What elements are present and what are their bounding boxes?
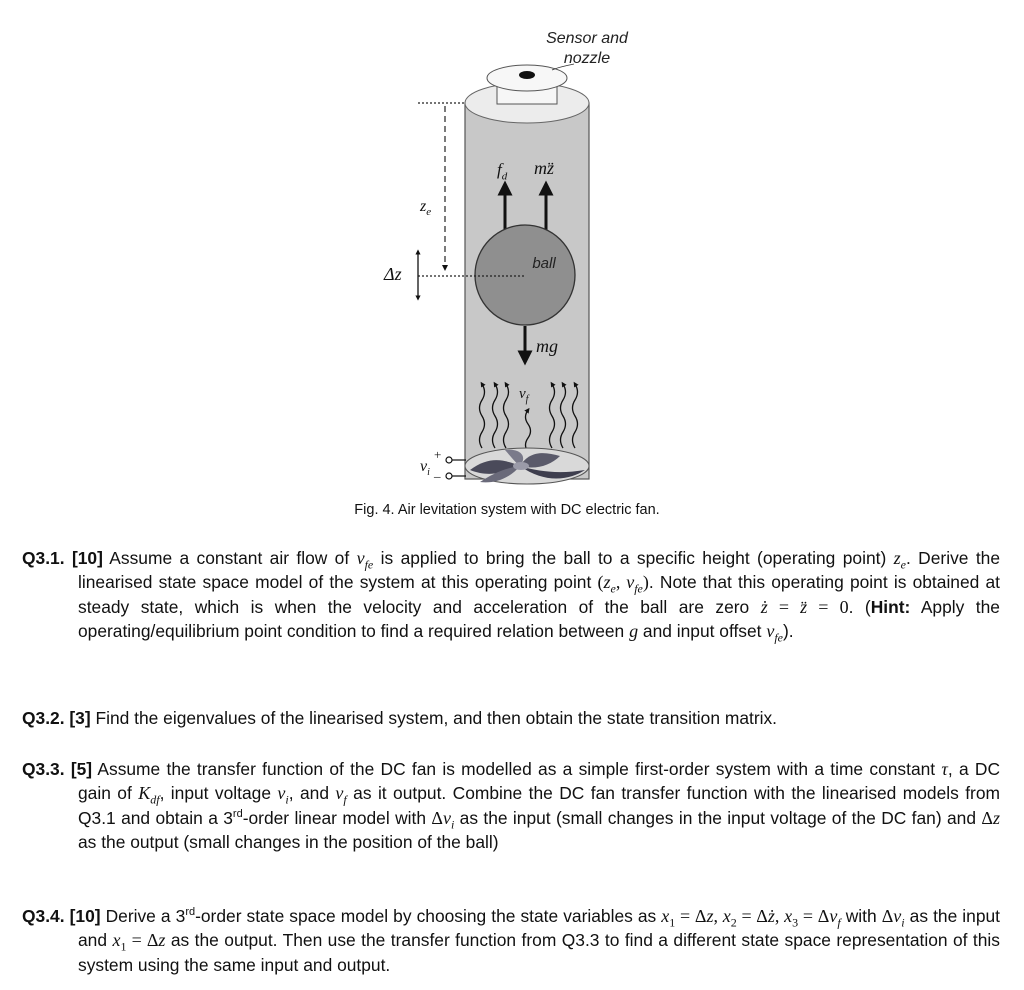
figure-caption: Fig. 4. Air levitation system with DC electric fan. — [354, 502, 660, 518]
q34-number: Q3.4. — [22, 906, 65, 926]
sensor-nozzle-label: Sensor and nozzle — [546, 30, 628, 67]
ball-label: ball — [532, 255, 556, 272]
question-3-1: Q3.1. [10] Assume a constant air flow of $v_{fe}$ is applied to bring the ball to a specific height (operating point) $z_e$. Derive the linearised state space model of the system at this operating point ($z_e$, $v_{fe}$). Note that this operating point is obtained at steady state, which is when the velocity and acceleration of the ball are zero ż = z̈ = 0. (Hint: Apply the operating/equilibrium point condition to find a required relation between g and input offset $v_{fe}$). — [22, 548, 1001, 645]
ze-label: $z_e$ — [420, 198, 432, 219]
fd-label: $f_d$ — [497, 160, 508, 183]
mg-label: mg — [536, 336, 558, 356]
plus-terminal: + — [434, 447, 442, 462]
mzdd-label: mz̈ — [534, 158, 555, 178]
nozzle-hole — [519, 71, 535, 79]
vi-label: $v_i$ — [420, 458, 430, 479]
q31-mark: [10] — [71, 548, 103, 568]
q32-mark: [3] — [69, 708, 91, 728]
ball — [475, 225, 575, 325]
q33-number: Q3.3. — [22, 759, 65, 779]
minus-terminal: _ — [434, 464, 441, 479]
q32-number: Q3.2. — [22, 708, 65, 728]
q31-number: Q3.1. — [22, 548, 65, 568]
question-3-3: Q3.3. [5] Assume the transfer function of the DC fan is modelled as a simple first-order system with a time constant τ, a DC gain of $K_{df}$, input voltage $v_i$, and $v_f$ as it output. Combine the DC fan transfer function with the linearised models from Q3.1 and obtain a 3rd-order linear model with $\Delta v_i$ as the input (small changes in the input voltage of the DC fan) and Δz as the output (small changes in the position of the ball) — [22, 759, 1001, 852]
dz-label: Δz — [384, 264, 402, 284]
question-3-2: Q3.2. [3] Find the eigenvalues of the linearised system, and then obtain the state transition matrix. — [22, 708, 778, 728]
q34-mark: [10] — [69, 906, 101, 926]
question-3-4: Q3.4. [10] Derive a 3rd-order state space model by choosing the state variables as $x_1 = \Delta z$, $x_2$ = Δż, $x_3 = \Delta v_f$ with $\Delta v_i$ as the input and $x_1 = \Delta z$ as the output. Then use the transfer function from Q3.3 to find a different state space representation of this system using the same input and output. — [22, 906, 1001, 975]
vf-label: $v_f$ — [519, 386, 529, 405]
fan-terminals — [446, 457, 466, 479]
dc-fan — [465, 448, 589, 484]
q33-mark: [5] — [70, 759, 93, 779]
